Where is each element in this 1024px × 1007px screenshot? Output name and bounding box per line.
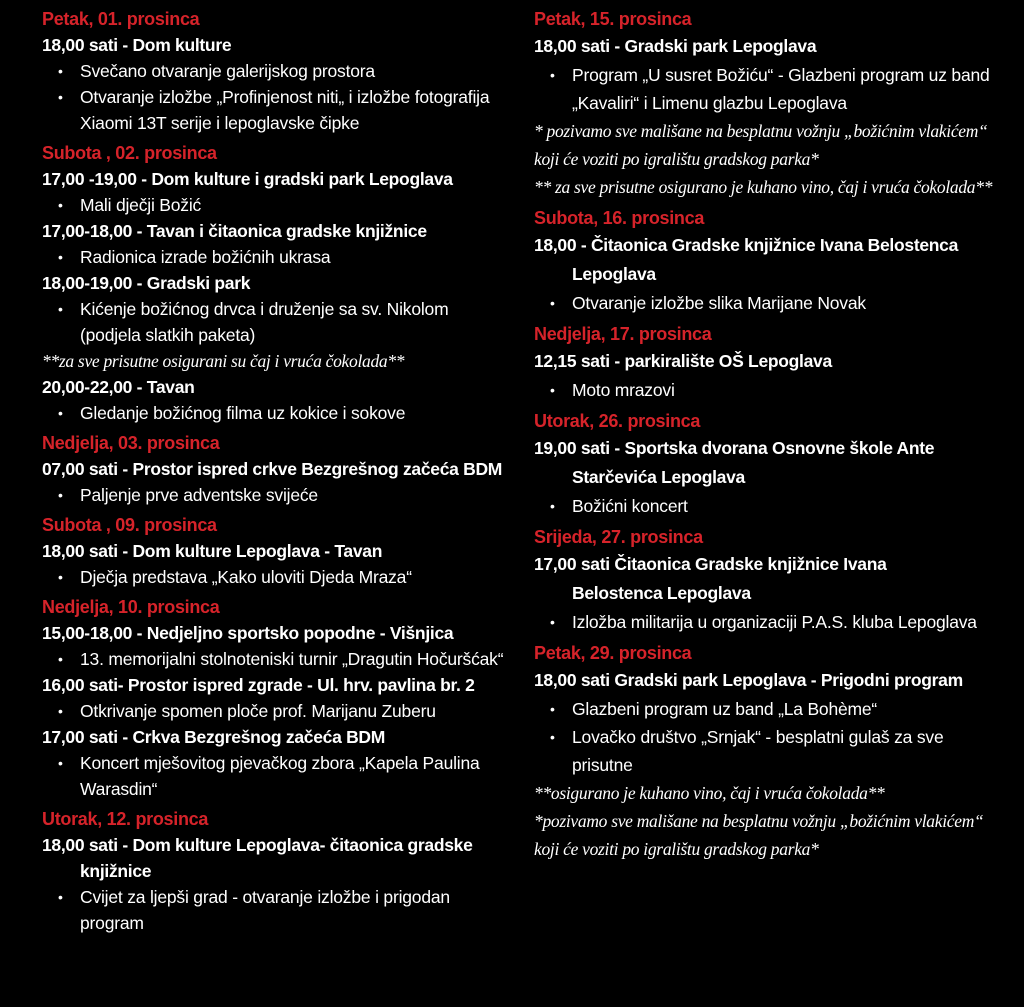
event-time-location bbox=[534, 347, 1004, 376]
day-heading: Utorak, 26. prosinca bbox=[534, 411, 701, 431]
program-column-right bbox=[534, 6, 1004, 863]
event-note: **osigurano je kuhano vino, čaj i vruća čokolada** bbox=[534, 783, 885, 803]
event-time-text: 17,00-18,00 - Tavan i čitaonica gradske knjižnice bbox=[42, 221, 427, 241]
event-time-location bbox=[42, 166, 512, 192]
event-item-list bbox=[42, 244, 512, 270]
event-time-location bbox=[534, 434, 1004, 492]
event-time-text: 18,00 sati - Dom kulture bbox=[42, 35, 232, 55]
day-heading: Nedjelja, 03. prosinca bbox=[42, 433, 220, 453]
event-time-location bbox=[42, 620, 512, 646]
event-note: ** za sve prisutne osigurano je kuhano vino, čaj i vruća čokolada** bbox=[534, 177, 993, 197]
event-time-location bbox=[42, 672, 512, 698]
day-heading: Subota , 09. prosinca bbox=[42, 515, 217, 535]
event-time-text: 17,00 sati Čitaonica Gradske knjižnice Ivana bbox=[534, 554, 887, 574]
day-heading: Petak, 29. prosinca bbox=[534, 643, 692, 663]
event-item: • Gledanje božićnog filma uz kokice i sokove bbox=[42, 400, 512, 426]
event-time-location bbox=[534, 32, 1004, 61]
day-heading: Nedjelja, 17. prosinca bbox=[534, 324, 712, 344]
event-time-location bbox=[42, 270, 512, 296]
event-time-text: 18,00 sati - Gradski park Lepoglava bbox=[534, 36, 817, 56]
event-time-text: 17,00 -19,00 - Dom kulture i gradski park Lepoglava bbox=[42, 169, 453, 189]
event-time-text: 12,15 sati - parkiralište OŠ Lepoglava bbox=[534, 351, 832, 371]
day-heading: Subota , 02. prosinca bbox=[42, 143, 217, 163]
event-time-location bbox=[42, 538, 512, 564]
event-time-location bbox=[42, 832, 512, 884]
event-time-text-continued: knjižnice bbox=[80, 861, 152, 881]
event-item: • Kićenje božićnog drvca i druženje sa sv. Nikolom (podjela slatkih paketa) bbox=[42, 296, 512, 348]
event-time-location bbox=[534, 550, 1004, 608]
event-item-list bbox=[42, 192, 512, 218]
event-item-list bbox=[534, 61, 1004, 117]
event-item: • Dječja predstava „Kako uloviti Djeda Mraza“ bbox=[42, 564, 512, 590]
event-item: • Otkrivanje spomen ploče prof. Marijanu Zuberu bbox=[42, 698, 512, 724]
day-heading: Petak, 15. prosinca bbox=[534, 9, 692, 29]
event-item: • Glazbeni program uz band „La Bohème“ bbox=[534, 695, 1004, 723]
event-time-text: 17,00 sati - Crkva Bezgrešnog začeća BDM bbox=[42, 727, 386, 747]
event-item: • Cvijet za ljepši grad - otvaranje izložbe i prigodan program bbox=[42, 884, 512, 936]
day-heading: Srijeda, 27. prosinca bbox=[534, 527, 703, 547]
event-item: • Koncert mješovitog pjevačkog zbora „Kapela Paulina Warasdin“ bbox=[42, 750, 512, 802]
event-time-text: 19,00 sati - Sportska dvorana Osnovne škole Ante bbox=[534, 438, 935, 458]
event-time-text: 16,00 sati- Prostor ispred zgrade - Ul. hrv. pavlina br. 2 bbox=[42, 675, 475, 695]
event-time-text-continued: Belostenca Lepoglava bbox=[572, 583, 751, 603]
event-time-text: 18,00 sati Gradski park Lepoglava - Prigodni program bbox=[534, 670, 963, 690]
program-column-left bbox=[42, 6, 512, 936]
day-heading: Nedjelja, 10. prosinca bbox=[42, 597, 220, 617]
event-item: • Program „U susret Božiću“ - Glazbeni program uz band „Kavaliri“ i Limenu glazbu Lepoglava bbox=[534, 61, 1004, 117]
event-time-location bbox=[534, 666, 1004, 695]
event-item: • Otvaranje izložbe slika Marijane Novak bbox=[534, 289, 1004, 317]
event-item: • Lovačko društvo „Srnjak“ - besplatni gulaš za sve prisutne bbox=[534, 723, 1004, 779]
event-time-text: 18,00 sati - Dom kulture Lepoglava - Tavan bbox=[42, 541, 383, 561]
event-item: • Izložba militarija u organizaciji P.A.S. kluba Lepoglava bbox=[534, 608, 1004, 636]
event-time-location bbox=[42, 724, 512, 750]
event-time-text: 18,00 - Čitaonica Gradske knjižnice Ivana Belostenca bbox=[534, 235, 959, 255]
event-time-text: 20,00-22,00 - Tavan bbox=[42, 377, 195, 397]
event-item: • Radionica izrade božićnih ukrasa bbox=[42, 244, 512, 270]
event-time-text-continued: Lepoglava bbox=[572, 264, 656, 284]
event-item: • Mali dječji Božić bbox=[42, 192, 512, 218]
day-heading: Petak, 01. prosinca bbox=[42, 9, 200, 29]
event-time-text: 07,00 sati - Prostor ispred crkve Bezgrešnog začeća BDM bbox=[42, 459, 503, 479]
event-time-location bbox=[534, 231, 1004, 289]
event-time-text: 15,00-18,00 - Nedjeljno sportsko popodne - Višnjica bbox=[42, 623, 454, 643]
event-note: **za sve prisutne osigurani su čaj i vruća čokolada** bbox=[42, 351, 405, 371]
event-item-list bbox=[534, 376, 1004, 404]
event-item: • Otvaranje izložbe „Profinjenost niti„ i izložbe fotografija Xiaomi 13T serije i lepoglavske čipke bbox=[42, 84, 512, 136]
event-item-list bbox=[42, 884, 512, 936]
event-time-text-continued: Starčevića Lepoglava bbox=[572, 467, 745, 487]
event-item-list bbox=[42, 400, 512, 426]
event-item-list bbox=[42, 750, 512, 802]
event-time-location bbox=[42, 218, 512, 244]
event-item: • 13. memorijalni stolnoteniski turnir „Dragutin Hočuršćak“ bbox=[42, 646, 512, 672]
event-item-list bbox=[42, 646, 512, 672]
event-time-location bbox=[42, 32, 512, 58]
event-item-list bbox=[42, 698, 512, 724]
event-time-location bbox=[42, 456, 512, 482]
event-item-list bbox=[534, 492, 1004, 520]
event-item: • Božićni koncert bbox=[534, 492, 1004, 520]
event-time-location bbox=[42, 374, 512, 400]
day-heading: Utorak, 12. prosinca bbox=[42, 809, 209, 829]
event-item-list bbox=[534, 608, 1004, 636]
event-note: *pozivamo sve mališane na besplatnu vožnju „božićnim vlakićem“ koji će voziti po igralištu gradskog parka* bbox=[534, 811, 984, 859]
event-item-list bbox=[42, 482, 512, 508]
day-heading: Subota, 16. prosinca bbox=[534, 208, 705, 228]
event-item: • Paljenje prve adventske svijeće bbox=[42, 482, 512, 508]
event-item-list bbox=[534, 289, 1004, 317]
event-note: * pozivamo sve mališane na besplatnu vožnju „božićnim vlakićem“ koji će voziti po igralištu gradskog parka* bbox=[534, 121, 988, 169]
event-time-text: 18,00-19,00 - Gradski park bbox=[42, 273, 251, 293]
event-item-list bbox=[42, 58, 512, 136]
event-item-list bbox=[42, 564, 512, 590]
event-item: • Moto mrazovi bbox=[534, 376, 1004, 404]
event-item-list bbox=[534, 695, 1004, 779]
event-time-text: 18,00 sati - Dom kulture Lepoglava- čitaonica gradske bbox=[42, 835, 473, 855]
event-item: • Svečano otvaranje galerijskog prostora bbox=[42, 58, 512, 84]
event-item-list bbox=[42, 296, 512, 348]
